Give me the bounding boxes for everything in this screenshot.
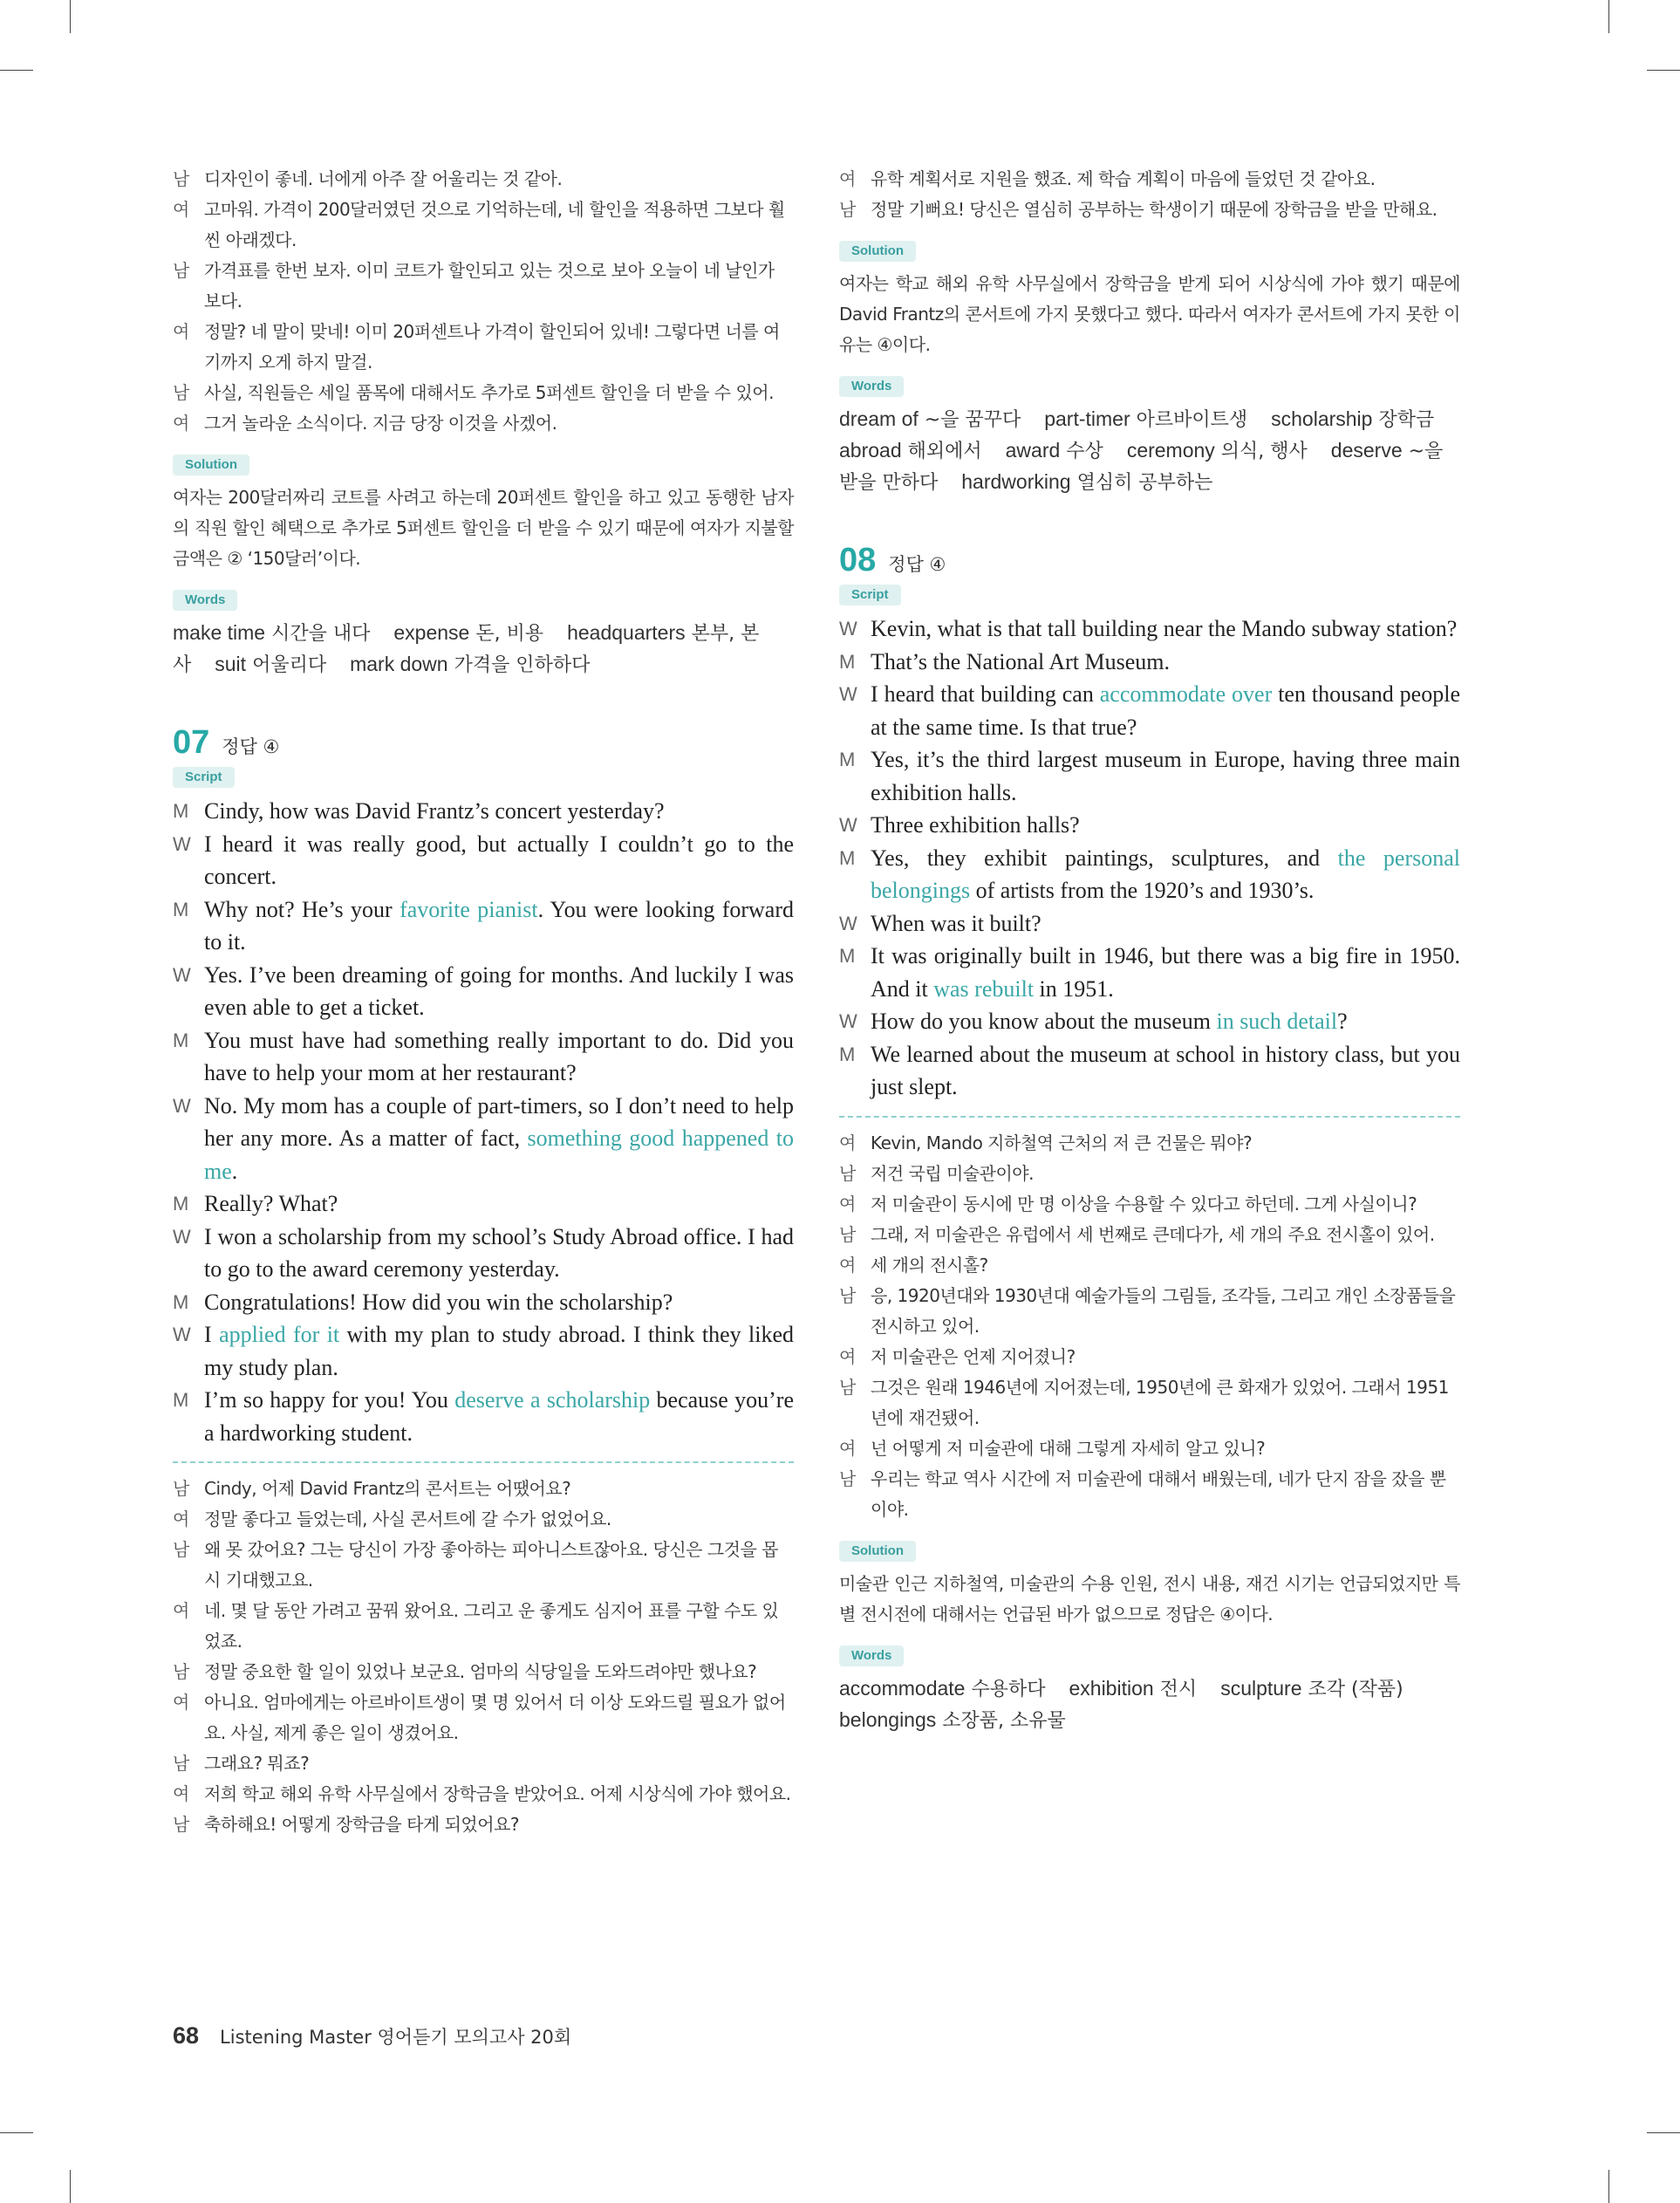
script-line xyxy=(839,1005,1460,1038)
speaker-label: 남 xyxy=(173,382,189,403)
dialog-text: 정말 기뻐요! 당신은 열심히 공부하는 학생이기 때문에 장학금을 받을 만해요. xyxy=(871,199,1438,220)
dialog-text: 그거 놀라운 소식이다. 지금 당장 이것을 사겠어. xyxy=(204,413,557,434)
script-fragment: No. My mom has a couple of part-timers, so I don’t need to help her any more. As a matter of fact, xyxy=(204,1092,794,1151)
korean-translation xyxy=(173,1474,794,1840)
script-text xyxy=(871,842,1460,907)
script-line xyxy=(173,959,794,1024)
speaker-label: 여 xyxy=(839,1437,856,1459)
speaker-label: 남 xyxy=(839,1468,856,1489)
vocab-entry xyxy=(393,623,543,645)
vocab-english: part-timer xyxy=(1044,407,1130,430)
english-script xyxy=(839,612,1460,1104)
script-line xyxy=(173,1024,794,1090)
dialog-text: 세 개의 전시홀? xyxy=(871,1254,988,1276)
question-number: 07 xyxy=(173,724,210,761)
vocab-english: mark down xyxy=(350,653,448,675)
crop-mark xyxy=(0,2132,33,2133)
dialog-text: 유학 계획서로 지원을 했죠. 제 학습 계획이 마음에 들었던 것 같아요. xyxy=(871,168,1376,189)
script-line xyxy=(839,940,1460,1005)
script-fragment: Three exhibition halls? xyxy=(871,812,1080,838)
korean-dialog-continuation xyxy=(839,164,1460,225)
answer-label: 정답 ④ xyxy=(888,554,946,575)
dialog-text: 정말? 네 말이 맞네! 이미 20퍼센트나 가격이 할인되어 있네! 그렇다면 너를 여기까지 오게 하지 말걸. xyxy=(204,321,780,373)
vocab-entry xyxy=(839,1707,1066,1732)
script-text xyxy=(204,1221,794,1286)
page-number: 68 xyxy=(173,2022,200,2049)
vocab-english: suit xyxy=(215,653,247,675)
crop-mark xyxy=(1647,2132,1680,2133)
speaker-label: W xyxy=(839,814,857,836)
script-fragment: I won a scholarship from my school’s Study Abroad office. I had to go to the award ceremony yesterday. xyxy=(204,1223,794,1282)
speaker-label: 여 xyxy=(173,321,189,342)
dialog-line xyxy=(173,1474,794,1504)
dialog-text: 왜 못 갔어요? 그는 당신이 가장 좋아하는 피아니스트잖아요. 당신은 그것을 몹시 기대했고요. xyxy=(204,1539,778,1591)
vocab-entry xyxy=(1006,441,1103,462)
script-line xyxy=(839,612,1460,646)
dialog-line xyxy=(173,1779,794,1810)
dialog-line xyxy=(173,1535,794,1596)
dialog-text: 저건 국립 미술관이야. xyxy=(871,1162,1034,1184)
speaker-label: M xyxy=(173,800,189,822)
script-text xyxy=(204,1286,794,1319)
script-text xyxy=(204,893,794,959)
speaker-label: 여 xyxy=(839,1254,856,1276)
vocab-english: expense xyxy=(393,621,470,644)
dialog-line xyxy=(839,1189,1460,1220)
script-fragment: How do you know about the museum xyxy=(871,1009,1217,1034)
speaker-label: 남 xyxy=(173,1661,189,1682)
speaker-label: 남 xyxy=(839,1162,856,1184)
speaker-label: M xyxy=(173,1193,189,1214)
crop-mark xyxy=(70,2170,71,2203)
divider xyxy=(173,1461,794,1463)
speaker-label: 여 xyxy=(173,1509,189,1529)
vocab-english: dream of xyxy=(839,407,919,430)
script-fragment: because you’re a hardworking student. xyxy=(204,1387,794,1446)
vocabulary-list xyxy=(839,1673,1460,1736)
vocab-english: ceremony xyxy=(1126,439,1215,462)
solution-text: 미술관 인근 지하철역, 미술관의 수용 인원, 전시 내용, 재건 시기는 언급되었지만 특별 전시전에 대해서는 언급된 바가 없으므로 정답은 ④이다. xyxy=(839,1572,1460,1625)
speaker-label: M xyxy=(173,1290,189,1313)
vocabulary-list xyxy=(839,404,1460,498)
question-header xyxy=(173,724,794,762)
dialog-line xyxy=(173,1504,794,1535)
dialog-line xyxy=(839,1128,1460,1159)
script-text xyxy=(871,646,1460,679)
speaker-label: 여 xyxy=(839,1193,856,1214)
speaker-label: 남 xyxy=(173,1539,189,1560)
crop-mark xyxy=(0,70,33,71)
vocab-entry xyxy=(839,441,982,462)
script-fragment: with my plan to study abroad. I think they liked my study plan. xyxy=(204,1322,794,1380)
speaker-label: W xyxy=(173,1225,191,1248)
script-fragment: When was it built? xyxy=(871,910,1041,936)
script-text xyxy=(204,1187,794,1221)
script-fragment: Why not? He’s your xyxy=(204,896,400,922)
vocab-entry xyxy=(1220,1676,1403,1700)
vocab-korean: 가격을 인하하다 xyxy=(454,654,591,676)
vocab-korean: 돈, 비용 xyxy=(475,623,544,645)
script-text xyxy=(871,940,1460,1005)
vocab-korean: 어울리다 xyxy=(252,654,327,676)
speaker-label: 남 xyxy=(839,1284,856,1306)
divider xyxy=(839,1116,1460,1118)
crop-mark xyxy=(1647,70,1680,71)
vocab-korean: 아르바이트생 xyxy=(1136,409,1248,431)
dialog-line xyxy=(839,1342,1460,1372)
vocab-korean: 의식, 행사 xyxy=(1220,441,1308,462)
script-text xyxy=(871,1038,1460,1104)
vocab-korean: 본부, 본사 xyxy=(173,623,760,676)
dialog-text: 저 미술관이 동시에 만 명 이상을 수용할 수 있다고 하던데. 그게 사실이니? xyxy=(871,1193,1417,1214)
vocab-korean: 열심히 공부하는 xyxy=(1076,472,1213,494)
dialog-line xyxy=(839,1220,1460,1250)
vocab-entry xyxy=(350,654,590,676)
vocab-korean: 시간을 내다 xyxy=(271,623,371,645)
script-text xyxy=(204,959,794,1024)
dialog-line xyxy=(173,408,794,439)
script-line xyxy=(173,1286,794,1319)
vocab-korean: 수상 xyxy=(1066,441,1103,462)
korean-dialog-continuation xyxy=(173,164,794,439)
dialog-line xyxy=(173,1687,794,1748)
dialog-line xyxy=(839,1464,1460,1525)
script-fragment: Yes. I’ve been dreaming of going for months. And luckily I was even able to get a ticket. xyxy=(204,961,794,1020)
vocabulary-list xyxy=(173,618,794,681)
vocab-entry xyxy=(215,654,326,676)
dialog-text: 축하해요! 어떻게 장학금을 타게 되었어요? xyxy=(204,1814,520,1835)
vocab-english: exhibition xyxy=(1069,1676,1154,1700)
speaker-label: M xyxy=(173,1389,189,1411)
script-fragment: Congratulations! How did you win the scholarship? xyxy=(204,1289,673,1315)
speaker-label: M xyxy=(839,945,856,967)
dialog-text: 저희 학교 해외 유학 사무실에서 장학금을 받았어요. 어제 시상식에 가야 했어요. xyxy=(204,1783,791,1804)
script-line xyxy=(839,1038,1460,1104)
words-badge: Words xyxy=(839,376,904,397)
speaker-label: 남 xyxy=(173,1814,189,1835)
script-text xyxy=(871,678,1460,743)
script-line xyxy=(839,809,1460,842)
script-fragment: . You were looking forward to it. xyxy=(204,896,794,954)
script-text xyxy=(871,1005,1460,1038)
dialog-text: 넌 어떻게 저 미술관에 대해 그렇게 자세히 알고 있니? xyxy=(871,1437,1266,1459)
script-fragment: I heard that building can xyxy=(871,681,1100,707)
speaker-label: 남 xyxy=(173,168,189,189)
script-fragment: I xyxy=(204,1322,220,1347)
dialog-text: 정말 좋다고 들었는데, 사실 콘서트에 갈 수가 없었어요. xyxy=(204,1509,611,1529)
book-title: Listening Master 영어듣기 모의고사 20회 xyxy=(220,2027,572,2048)
vocab-english: hardworking xyxy=(961,470,1071,493)
dialog-text: Cindy, 어제 David Frantz의 콘서트는 어땠어요? xyxy=(204,1478,571,1499)
speaker-label: 남 xyxy=(173,1478,189,1499)
script-fragment: It was originally built in 1946, but there was a big fire in 1950. And it xyxy=(871,943,1460,1002)
dialog-text: 그래요? 뭐죠? xyxy=(204,1753,310,1774)
solution-badge: Solution xyxy=(839,241,916,262)
crop-mark xyxy=(70,0,71,33)
vocab-korean: 전시 xyxy=(1159,1678,1198,1700)
solution-badge: Solution xyxy=(173,455,249,475)
dialog-text: 가격표를 한번 보자. 이미 코트가 할인되고 있는 것으로 보아 오늘이 네 날인가 보다. xyxy=(204,260,775,311)
vocab-korean: ~을 받을 만하다 xyxy=(839,441,1444,494)
key-phrase: accommodate over xyxy=(1099,681,1273,707)
script-fragment: . xyxy=(231,1158,238,1184)
dialog-line xyxy=(173,1810,794,1840)
script-text xyxy=(204,1090,794,1188)
script-fragment: That’s the National Art Museum. xyxy=(871,648,1171,674)
dialog-line xyxy=(173,1596,794,1657)
dialog-text: 정말 중요한 할 일이 있었나 보군요. 엄마의 식당일을 도와드려야만 했나요? xyxy=(204,1661,757,1682)
dialog-text: 디자인이 좋네. 너에게 아주 잘 어울리는 것 같아. xyxy=(204,168,563,189)
key-phrase: was rebuilt xyxy=(933,975,1035,1002)
script-fragment: in 1951. xyxy=(1034,975,1114,1002)
korean-translation xyxy=(839,1128,1460,1525)
script-fragment: We learned about the museum at school in history class, but you just slept. xyxy=(871,1041,1460,1099)
speaker-label: 여 xyxy=(173,1600,189,1621)
vocab-english: award xyxy=(1005,439,1061,462)
dialog-line xyxy=(839,1433,1460,1464)
script-fragment: Really? What? xyxy=(204,1191,338,1216)
vocab-entry xyxy=(961,472,1212,494)
vocab-korean: 해외에서 xyxy=(907,441,982,462)
dialog-line xyxy=(173,256,794,317)
vocab-english: sculpture xyxy=(1220,1676,1302,1700)
dialog-line xyxy=(173,164,794,195)
script-text xyxy=(204,1318,794,1384)
right-column xyxy=(839,164,1460,1736)
answer-label: 정답 ④ xyxy=(222,736,280,757)
script-fragment: of artists from the 1920’s and 1930’s. xyxy=(970,878,1315,903)
key-phrase: applied for it xyxy=(219,1322,340,1347)
speaker-label: W xyxy=(173,963,191,986)
dialog-line xyxy=(173,1748,794,1779)
speaker-label: 남 xyxy=(173,1753,189,1774)
dialog-line xyxy=(173,378,794,408)
script-fragment: I heard it was really good, but actually I couldn’t go to the concert. xyxy=(204,831,794,889)
script-line xyxy=(839,842,1460,907)
script-text xyxy=(204,1384,794,1449)
script-badge: Script xyxy=(173,767,235,788)
script-line xyxy=(173,1318,794,1384)
script-line xyxy=(839,646,1460,679)
vocab-english: scholarship xyxy=(1271,407,1373,430)
dialog-line xyxy=(839,1250,1460,1281)
script-line xyxy=(173,1090,794,1188)
speaker-label: 남 xyxy=(839,199,856,220)
solution-badge: Solution xyxy=(839,1541,916,1562)
vocab-english: deserve xyxy=(1330,439,1403,462)
script-text xyxy=(871,743,1460,809)
script-line xyxy=(173,795,794,828)
key-phrase: in such detail xyxy=(1216,1009,1338,1034)
english-script xyxy=(173,795,794,1449)
script-fragment: Kevin, what is that tall building near the Mando subway station? xyxy=(871,616,1458,641)
dialog-text: 응, 1920년대와 1930년대 예술가들의 그림들, 조각들, 그리고 개인 소장품들을 전시하고 있어. xyxy=(871,1284,1456,1337)
script-text xyxy=(204,828,794,893)
page-footer xyxy=(173,2022,571,2049)
dialog-text: 그것은 원래 1946년에 지어졌는데, 1950년에 큰 화재가 있었어. 그래서 1951년에 재건됐어. xyxy=(871,1376,1449,1428)
speaker-label: 남 xyxy=(173,260,189,281)
speaker-label: W xyxy=(839,1010,857,1032)
solution-text: 여자는 200달러짜리 코트를 사려고 하는데 20퍼센트 할인을 하고 있고 동행한 남자의 직원 할인 혜택으로 추가로 5퍼센트 할인을 더 받을 수 있기 때문에 여자가 지불할 금액은 ② ‘150달러’이다. xyxy=(173,487,794,569)
question-number: 08 xyxy=(839,542,877,578)
words-badge: Words xyxy=(839,1645,904,1666)
speaker-label: 남 xyxy=(839,1223,856,1245)
vocab-korean: 장학금 xyxy=(1378,409,1435,431)
vocab-entry xyxy=(839,1676,1046,1700)
words-badge: Words xyxy=(173,590,237,611)
script-line xyxy=(173,1187,794,1221)
speaker-label: 여 xyxy=(173,1783,189,1804)
vocab-entry xyxy=(1271,409,1434,431)
crop-mark xyxy=(1608,2170,1609,2203)
script-line xyxy=(173,1221,794,1286)
speaker-label: 여 xyxy=(173,199,189,220)
speaker-label: M xyxy=(173,898,189,920)
script-line xyxy=(839,907,1460,941)
script-line xyxy=(173,893,794,959)
script-line xyxy=(839,678,1460,743)
script-fragment: ? xyxy=(1337,1009,1348,1034)
vocab-entry xyxy=(173,623,370,645)
script-fragment: You must have had something really important to do. Did you have to help your mom at her restaurant? xyxy=(204,1027,794,1085)
speaker-label: M xyxy=(839,749,856,770)
vocab-english: headquarters xyxy=(567,621,686,644)
key-phrase: deserve a scholarship xyxy=(454,1387,651,1413)
dialog-line xyxy=(839,164,1460,195)
speaker-label: M xyxy=(839,1043,856,1065)
speaker-label: 여 xyxy=(839,1345,856,1367)
question-header xyxy=(839,542,1460,579)
script-fragment: Yes, it’s the third largest museum in Europe, having three main exhibition halls. xyxy=(871,747,1460,805)
speaker-label: W xyxy=(173,1324,191,1345)
speaker-label: W xyxy=(173,832,191,855)
speaker-label: W xyxy=(173,1094,191,1117)
speaker-label: 여 xyxy=(173,413,189,434)
vocab-entry xyxy=(839,409,1021,431)
vocab-entry xyxy=(1069,1676,1198,1700)
vocab-korean: 수용하다 xyxy=(971,1678,1046,1700)
dialog-line xyxy=(173,317,794,378)
dialog-text: 고마워. 가격이 200달러였던 것으로 기억하는데, 네 할인을 적용하면 그보다 훨씬 아래겠다. xyxy=(204,199,785,250)
speaker-label: 여 xyxy=(839,168,856,189)
key-phrase: something good happened to me xyxy=(204,1125,794,1184)
dialog-line xyxy=(839,1372,1460,1433)
key-phrase: the personal belongings xyxy=(871,845,1460,903)
script-line xyxy=(839,743,1460,809)
speaker-label: 여 xyxy=(173,1692,189,1713)
dialog-line xyxy=(839,1159,1460,1189)
vocab-korean: 조각 (작품) xyxy=(1308,1678,1403,1700)
dialog-text: 저 미술관은 언제 지어졌니? xyxy=(871,1345,1076,1367)
speaker-label: M xyxy=(839,650,856,673)
script-fragment: ten thousand people at the same time. Is that true? xyxy=(871,681,1460,740)
key-phrase: favorite pianist xyxy=(400,896,538,922)
script-fragment: I’m so happy for you! You xyxy=(204,1387,455,1413)
script-text xyxy=(871,809,1460,842)
dialog-line xyxy=(839,195,1460,225)
dialog-text: 네. 몇 달 동안 가려고 꿈꿔 왔어요. 그리고 운 좋게도 심지어 표를 구할 수도 있었죠. xyxy=(204,1600,779,1652)
left-column xyxy=(173,164,794,1840)
solution-text: 여자는 학교 해외 유학 사무실에서 장학금을 받게 되어 시상식에 가야 했기 때문에 David Frantz의 콘서트에 가지 못했다고 했다. 따라서 여자가 콘서트에 가지 못한 이유는 ④이다. xyxy=(839,273,1460,355)
dialog-line xyxy=(173,1657,794,1687)
script-line xyxy=(173,828,794,893)
script-text xyxy=(204,795,794,828)
speaker-label: W xyxy=(839,618,857,640)
vocab-english: make time xyxy=(173,621,266,644)
dialog-text: 우리는 학교 역사 시간에 저 미술관에 대해서 배웠는데, 네가 단지 잠을 잤을 뿐이야. xyxy=(871,1468,1446,1520)
speaker-label: 남 xyxy=(839,1376,856,1398)
speaker-label: M xyxy=(839,846,856,869)
vocab-entry xyxy=(1044,409,1247,431)
script-text xyxy=(871,907,1460,941)
script-fragment: Yes, they exhibit paintings, sculptures, and xyxy=(871,845,1338,871)
vocab-english: belongings xyxy=(839,1707,937,1731)
dialog-line xyxy=(173,195,794,256)
script-fragment: Cindy, how was David Frantz’s concert yesterday? xyxy=(204,798,665,824)
dialog-text: Kevin, Mando 지하철역 근처의 저 큰 건물은 뭐야? xyxy=(871,1132,1253,1153)
vocab-english: accommodate xyxy=(839,1676,966,1700)
vocab-english: abroad xyxy=(839,439,902,462)
vocab-korean: 소장품, 소유물 xyxy=(942,1709,1066,1732)
script-line xyxy=(173,1384,794,1449)
dialog-text: 사실, 직원들은 세일 품목에 대해서도 추가로 5퍼센트 할인을 더 받을 수 있어. xyxy=(204,382,774,403)
speaker-label: W xyxy=(839,683,857,705)
dialog-line xyxy=(839,1281,1460,1342)
script-text xyxy=(204,1024,794,1090)
vocab-korean: ~을 꿈꾸다 xyxy=(924,409,1021,431)
speaker-label: W xyxy=(839,912,857,934)
vocab-entry xyxy=(1127,441,1308,462)
dialog-text: 그래, 저 미술관은 유럽에서 세 번째로 큰데다가, 세 개의 주요 전시홀이 있어. xyxy=(871,1223,1435,1245)
speaker-label: 여 xyxy=(839,1132,856,1153)
dialog-text: 아니요. 엄마에게는 아르바이트생이 몇 명 있어서 더 이상 도와드릴 필요가 없어요. 사실, 제게 좋은 일이 생겼어요. xyxy=(204,1692,786,1743)
speaker-label: M xyxy=(173,1029,189,1051)
crop-mark xyxy=(1608,0,1609,33)
script-text xyxy=(871,612,1460,646)
script-badge: Script xyxy=(839,585,901,605)
